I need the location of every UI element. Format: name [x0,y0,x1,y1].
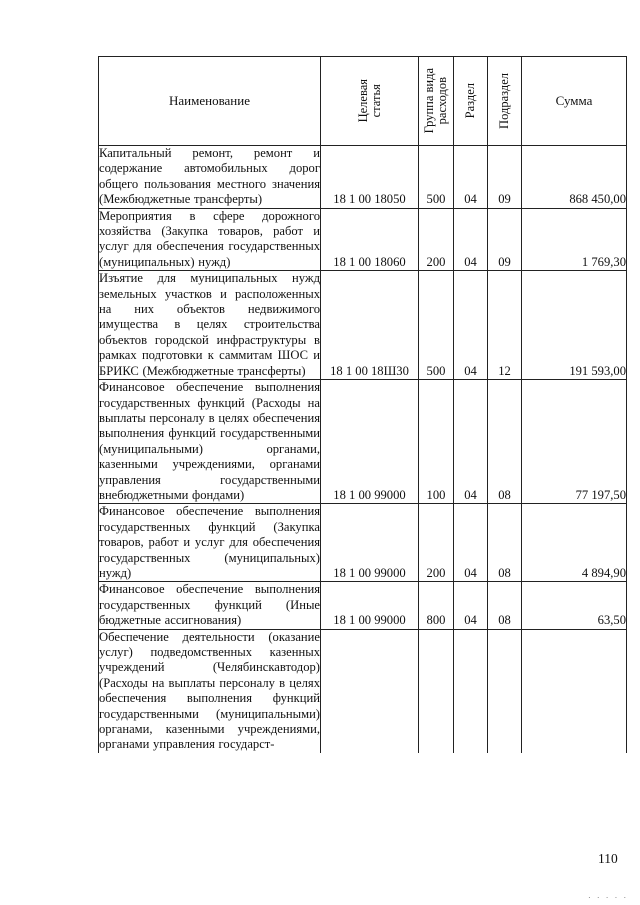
row-group: 500 [419,146,454,209]
table-row [99,146,627,209]
row-section: 04 [454,146,488,209]
row-group: 800 [419,582,454,629]
row-sum: 4 894,90 [522,504,627,582]
header-sum: Сумма [522,57,627,146]
header-section [454,57,488,146]
page-number: 110 [598,851,618,866]
table-row [99,504,627,582]
row-group [419,629,454,753]
row-section: 04 [454,271,488,380]
row-name: Изъятие для муниципальных нужд земельных участков и расположенных на них объектов недвижимого имущества в целях строительства объектов городской инфраструктуры в рамках подготовки к саммитам ШОС и БРИКС (Межбюджетные трансферты) [99,271,320,378]
row-target: 18 1 00 18060 [321,208,419,271]
row-group: 500 [419,271,454,380]
row-target: 18 1 00 99000 [321,380,419,504]
table-row [99,582,627,629]
row-section: 04 [454,582,488,629]
row-name: Капитальный ремонт, ремонт и содержание автомобильных дорог общего пользования местного значения (Межбюджетные трансферты) [99,146,320,207]
header-target-line1: Целевая [355,79,370,123]
row-sum: 1 769,30 [522,208,627,271]
header-subsection [488,57,522,146]
row-sum: 868 450,00 [522,146,627,209]
row-subsection: 09 [488,146,522,209]
header-group-line1: Группа вида [422,68,436,134]
footer-mark: · · · · · [588,893,629,902]
header-group [419,57,454,146]
header-subsection-text: Подраздел [497,73,511,129]
row-name: Финансовое обеспечение выполнения государственных функций (Расходы на выплаты персоналу в целях обеспечения выполнения функций государственными (муниципальными) органами, казенными учреждениями, органами управления государственными внебюджетными фондами) [99,380,320,502]
row-target: 18 1 00 99000 [321,504,419,582]
row-name: Обеспечение деятельности (оказание услуг) подведомственных казенных учреждений (Челябинскавтодор) (Расходы на выплаты персоналу в целях обеспечения выполнения функций государственными (муниципальными) органами, казенными учреждениями, органами управления государст- [99,629,320,752]
header-target [321,57,419,146]
row-subsection [488,629,522,753]
row-name: Финансовое обеспечение выполнения государственных функций (Иные бюджетные ассигнования) [99,582,320,628]
header-name: Наименование [99,57,321,146]
row-sum: 77 197,50 [522,380,627,504]
row-section [454,629,488,753]
table-row [99,271,627,380]
row-sum [522,629,627,753]
header-target-line2: статья [368,84,383,118]
row-section: 04 [454,504,488,582]
row-target: 18 1 00 18Ш30 [321,271,419,380]
row-subsection: 09 [488,208,522,271]
row-name: Финансовое обеспечение выполнения государственных функций (Закупка товаров, работ и услуг для обеспечения государственных (муниципальных) нужд) [99,504,320,580]
row-target [321,629,419,753]
row-sum: 63,50 [522,582,627,629]
row-target: 18 1 00 18050 [321,146,419,209]
table-row [99,208,627,271]
table-row [99,380,627,504]
budget-table [98,56,627,753]
row-subsection: 08 [488,380,522,504]
table-row [99,629,627,753]
row-group: 200 [419,208,454,271]
header-section-text: Раздел [463,83,477,119]
table-header-row [99,57,627,146]
row-subsection: 12 [488,271,522,380]
row-group: 200 [419,504,454,582]
row-subsection: 08 [488,504,522,582]
row-group: 100 [419,380,454,504]
row-section: 04 [454,380,488,504]
row-section: 04 [454,208,488,271]
header-group-line2: расходов [435,77,449,125]
row-sum: 191 593,00 [522,271,627,380]
row-target: 18 1 00 99000 [321,582,419,629]
row-name: Мероприятия в сфере дорожного хозяйства (Закупка товаров, работ и услуг для обеспечения государственных (муниципальных) нужд) [99,208,320,269]
row-subsection: 08 [488,582,522,629]
